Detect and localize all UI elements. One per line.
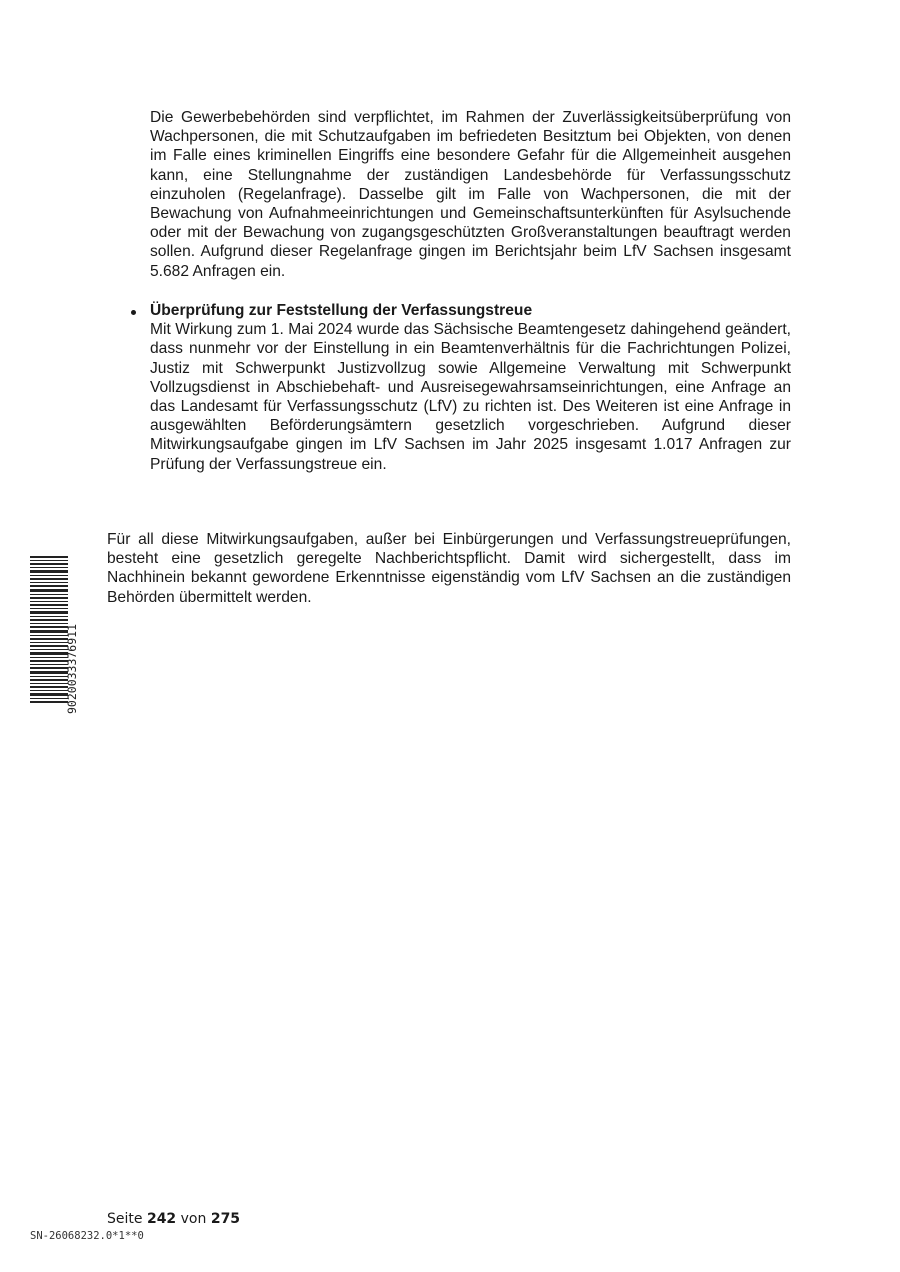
page-number [107,1211,240,1227]
page-current: 242 [146,1211,177,1227]
bullet-dot-icon [131,310,136,315]
barcode-digits: 9020033376911 [65,623,79,714]
bullet-item-verfassungstreue [150,301,791,474]
paragraph-regelanfrage: Die Gewerbebehörden sind verpflichtet, im Rahmen der Zuverlässigkeitsüberprüfung von Wachpersonen, die mit Schutzaufgaben im befriedeten Besitztum bei Objekten, von denen im Falle eines kriminellen Eingriffs eine besondere Gefahr für die Allgemeinheit ausgehen kann, eine Stellungnahme der zuständigen Landesbehörde für Verfassungsschutz einzuholen (Regelanfrage). Dasselbe gilt im Falle von Wachpersonen, die mit der Bewachung von Aufnahmeeinrichtungen und Gemeinschaftsunterkünften für Asylsuchende oder mit der Bewachung von zugangsgeschützten Großveranstaltungen beauftragt werden sollen. Aufgrund dieser Regelanfrage gingen im Berichtsjahr beim LfV Sachsen insgesamt 5.682 Anfragen ein. [150,109,791,280]
bullet-heading: Überprüfung zur Feststellung der Verfassungstreue [150,302,533,319]
bullet-body: Mit Wirkung zum 1. Mai 2024 wurde das Sächsische Beamtengesetz dahingehend geändert, dass nunmehr vor der Einstellung in ein Beamtenverhältnis für die Fachrichtungen Polizei, Justiz mit Schwerpunkt Justizvollzug sowie Allgemeine Verwaltung mit Schwerpunkt Vollzugsdienst in Abschiebehaft- und Ausreisegewahrsamseinrichtungen, eine Anfrage an das Landesamt für Verfassungsschutz (LfV) zu richten ist. Des Weiteren ist eine Anfrage in ausgewählten Beförderungsämtern gesetzlich vorgeschrieben. Aufgrund dieser Mitwirkungsaufgabe gingen im LfV Sachsen im Jahr 2025 insgesamt 1.017 Anfragen zur Prüfung der Verfassungstreue ein. [150,321,791,473]
page-total: 275 [210,1211,241,1227]
page-prefix: Seite [107,1211,143,1227]
paragraph-closing: Für all diese Mitwirkungsaufgaben, außer bei Einbürgerungen und Verfassungstreueprüfungen, besteht eine gesetzlich geregelte Nachberichtspflicht. Damit wird sichergestellt, dass im Nachhinein bekannt gewordene Erkenntnisse eigenständig vom LfV Sachsen an die zuständigen Behörden übermittelt werden. [107,531,791,606]
document-id: SN-26068232.0*1**0 [30,1230,144,1242]
page-sep: von [180,1211,207,1227]
barcode-icon [28,556,80,716]
